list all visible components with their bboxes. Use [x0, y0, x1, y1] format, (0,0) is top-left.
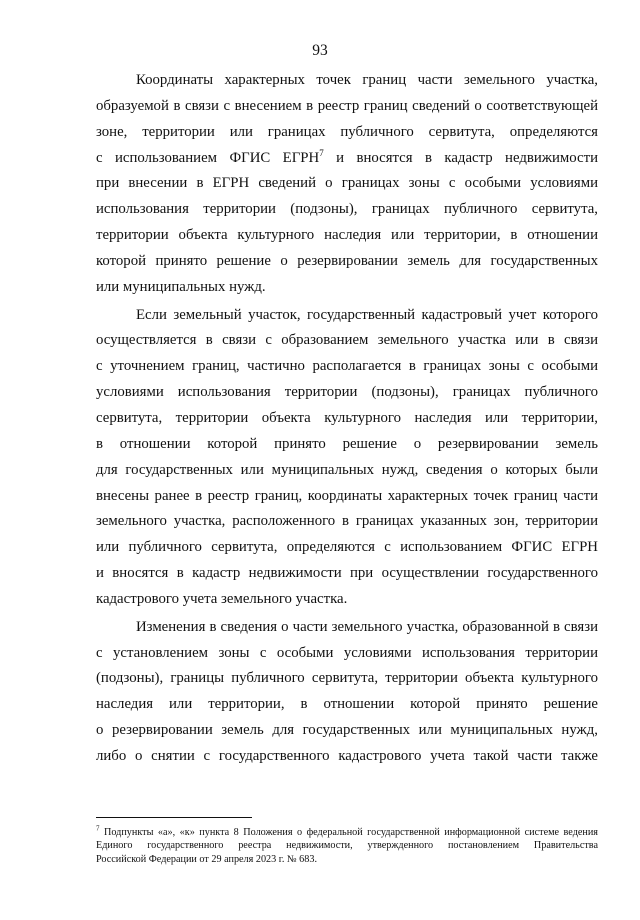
paragraph-line: с уточнением границ, частично располагается в границах зоны с особыми	[96, 358, 598, 375]
paragraph-line: земельного участка, расположенного в границах указанных зон, территории	[96, 513, 598, 530]
paragraph-line	[96, 146, 598, 172]
footnotes	[96, 826, 598, 866]
paragraph-line: или муниципальных нужд.	[96, 278, 266, 295]
paragraph-line: наследия или территории, в отношении которой принято решение	[96, 696, 598, 713]
paragraph-line: и вносятся в кадастр недвижимости при осуществлении государственного	[96, 565, 598, 582]
paragraph-line: зоне, территории или границах публичного сервитута, определяются	[96, 123, 598, 140]
paragraph-line: для государственных или муниципальных нужд, сведения о которых были	[96, 461, 598, 478]
body-text	[96, 68, 598, 770]
paragraph-line: с установлением зоны с особыми условиями использования территории	[96, 644, 598, 661]
paragraph-line: образуемой в связи с внесением в реестр границ сведений о соответствующей	[96, 97, 598, 114]
paragraph-line: сервитута, территории объекта культурного наследия или территории,	[96, 409, 598, 426]
paragraph-line: Если земельный участок, государственный кадастровый учет которого	[136, 306, 598, 323]
paragraph-line: (подзоны), границы публичного сервитута, территории объекта культурного	[96, 670, 598, 687]
page-number: 93	[312, 42, 328, 59]
footnote-divider	[96, 817, 252, 818]
paragraph-line: осуществляется в связи с образованием земельного участка или в связи	[96, 332, 598, 349]
paragraph-line: внесены ранее в реестр границ, координаты характерных точек границ части	[96, 487, 598, 504]
paragraph-line: в отношении которой принято решение о резервировании земель	[96, 435, 598, 452]
paragraph-line: которой принято решение о резервировании земель для государственных	[96, 252, 598, 269]
paragraph-line: Координаты характерных точек границ части земельного участка,	[136, 72, 598, 88]
footnote-mark: 7	[96, 824, 100, 833]
paragraph-line: использования территории (подзоны), границах публичного сервитута,	[96, 201, 598, 218]
paragraph-line: о резервировании земель для государственных или муниципальных нужд,	[96, 722, 598, 739]
footnote-line: Единого государственного реестра недвижимости, утвержденного постановлением Правительства	[96, 840, 598, 852]
paragraph-line: Изменения в сведения о части земельного участка, образованной в связи	[136, 618, 598, 635]
paragraph-text: с использованием ФГИС ЕГРН	[96, 149, 320, 166]
footnote-line	[96, 826, 598, 839]
paragraph-text: и вносятся в кадастр недвижимости	[336, 149, 598, 166]
paragraph-line: условиями использования территории (подзоны), границах публичного	[96, 384, 598, 401]
paragraph-line: территории объекта культурного наследия или территории, в отношении	[96, 227, 598, 244]
footnote-text: Подпункты «а», «к» пункта 8 Положения о федеральной государственной информационной системе ведения	[103, 827, 598, 838]
paragraph-line: при внесении в ЕГРН сведений о границах зоны с особыми условиями	[96, 175, 598, 192]
paragraph-line: или публичного сервитута, определяются с использованием ФГИС ЕГРН	[96, 539, 598, 556]
paragraph-line: кадастрового учета земельного участка.	[96, 590, 348, 607]
footnote-line: Российской Федерации от 29 апреля 2023 г. № 683.	[96, 853, 318, 865]
paragraph-line: либо о снятии с государственного кадастрового учета такой части также	[96, 747, 598, 764]
footnote-reference: 7	[319, 147, 324, 158]
